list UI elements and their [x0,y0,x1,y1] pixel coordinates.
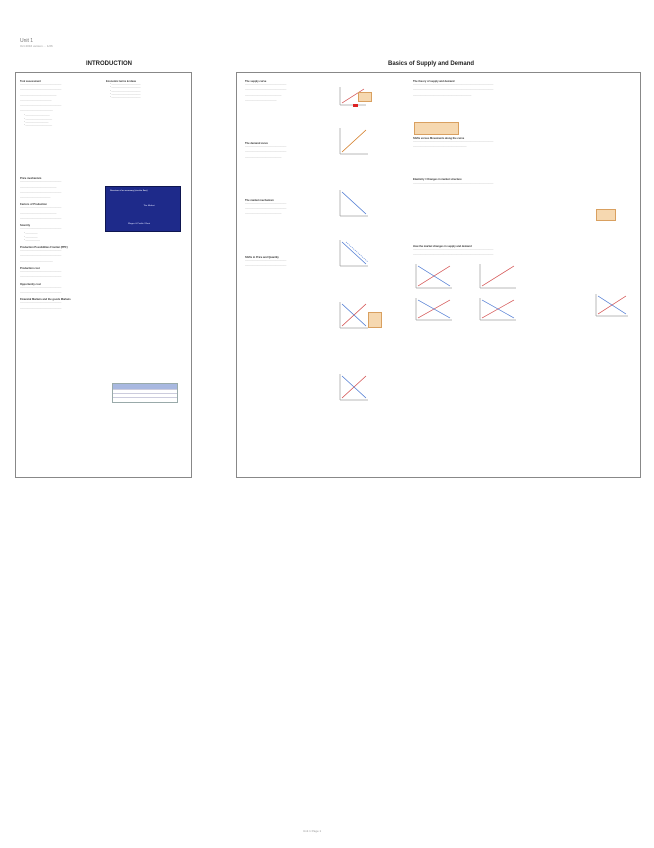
note-box [358,92,372,102]
supply-col-2: The theory of supply and demand __________________________________________________________________ __________________________________________________________________ ________________________________________________ Shifts versus Movements along the curve __________________________________________________________________ ____________________________________________ Elasticity / Changes in market structure __________________________________________________________________ How the market changes in supply and demand __________________________________________________________________ __________________________________________________________________ [413,76,628,258]
change-chart-2 [478,296,518,322]
elasticity-chart-2 [478,262,518,290]
note-box [368,312,382,328]
supply-s6-heading: Shifts versus Movements along the curve [413,136,465,140]
elasticity-chart [414,262,454,290]
change-chart-1 [414,296,454,322]
intro-sec8-heading: Scarcity [20,224,31,228]
supply-s1-heading: The supply curve [245,80,267,83]
intro-sec1-heading: Tool assessment [20,80,41,83]
demand-chart-2 [338,238,370,268]
supply-s8-heading: How the market changes in supply and demand [413,244,472,248]
shift-chart [338,372,370,402]
diagram-title: Structure of an economy (circular flow) [110,190,148,192]
supply-s2-heading: The demand curve [245,142,268,146]
intro-sec2-heading: Economic terms & ideas [106,80,137,83]
supply-s7-heading: Elasticity / Changes in market structure [413,178,462,182]
supply-chart-2 [338,126,370,156]
supply-s5-heading: The theory of supply and demand [413,80,455,83]
page-footer: Unit 1 Page 1 [303,829,322,833]
market-chart [338,300,370,330]
intro-right-column: Economic terms & ideas • ________________________ • ________________________ • ________________________ • ________________________ • ________________________ [106,76,188,99]
diagram-center: The Market [143,205,155,207]
supply-s3-heading: The market mechanism [245,198,274,202]
diagram-bottom: Wages & Profits / Rent [128,223,151,225]
formula-box [596,209,616,221]
circular-flow-diagram [105,186,181,232]
intro-heading: INTRODUCTION [86,61,132,67]
demand-chart-1 [338,188,370,218]
intro-mini-table [112,383,178,403]
unit-title-text: Unit 1 [20,38,34,44]
change-chart-3 [594,292,630,318]
formula-box [414,122,459,135]
intro-sec9-heading: Financial Markets and the goods Markets [20,298,71,302]
intro-sec4-heading: Factors of Production [20,203,47,207]
intro-left-column: Tool assessment __________________________________ __________________________________ ______________________________ __________________________ __________________________________ ___________________________ • ____________________ • ______________________ • ___________________ • ______________________ Price mechanism __________________________________ ______________________________ __________________________________ _________________________ Factors of Production __________________________________ ______________________________ __________________________________ Scarcity __________________________________ • __________ • __________ • ____________ Production Possibilities Frontier (PPF) __________________________________ __________________________________ ___________________________ Production cost __________________________________ __________________________________ Opportunity cost __________________________________ __________________________________ Financial Markets and the goods Markets __________________________________ __________________________________ [20,76,100,312]
supply-col-1: The supply curve __________________________________ __________________________________ ______________________________ __________________________ The demand curve __________________________________ __________________________________ ______________________________ The market mechanism __________________________________ __________________________________ ______________________________ Shifts in Price and Quantity __________________________________ __________________________________ [245,76,337,269]
unit-title [20,38,53,48]
intro-sec6-heading: Production cost [20,266,40,270]
supply-heading: Basics of Supply and Demand [388,61,475,67]
table-row [113,397,177,401]
intro-sec7-heading: Opportunity cost [20,282,41,286]
intro-sec5-heading: Production Possibilities Frontier (PPF) [20,246,68,250]
red-marker [353,104,358,107]
intro-sec3-heading: Price mechanism [20,177,42,181]
unit-subtitle: Oct 2016 version ... 1/26 [20,43,53,48]
supply-s4-heading: Shifts in Price and Quantity [245,255,279,259]
intro-panel [15,72,192,478]
